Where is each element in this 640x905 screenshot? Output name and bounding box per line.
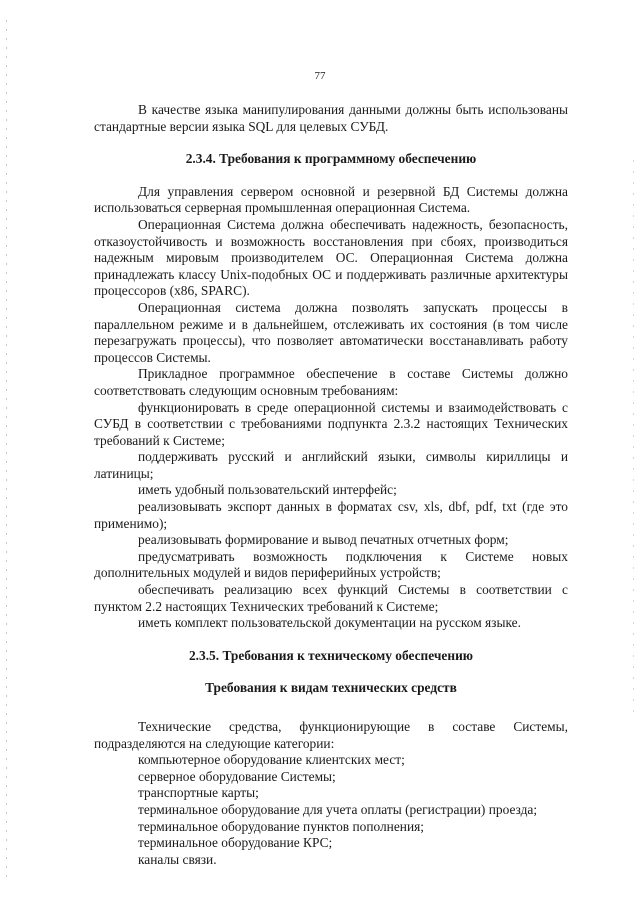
list-item: компьютерное оборудование клиентских мест; (138, 752, 405, 768)
list-item: терминальное оборудование КРС; (138, 835, 333, 851)
list-item: иметь удобный пользовательский интерфейс; (138, 482, 397, 498)
paragraph: Операционная система должна позволять запускать процессы в параллельном режиме и в дальнейшем, отслеживать их состояния (в том числе перезагружать процессы), что позволяет автоматически восстанавливать работу процессов Системы. (94, 299, 568, 365)
list-item: каналы связи. (138, 851, 217, 867)
paragraph: Для управления сервером основной и резервной БД Системы должна использоваться серверная промышленная операционная Система. (94, 183, 568, 216)
scan-margin-marks (6, 20, 7, 880)
list-item: иметь комплект пользовательской документации на русском языке. (138, 615, 521, 631)
list-item: серверное оборудование Системы; (138, 768, 336, 784)
scan-margin-marks-right (633, 160, 634, 720)
list-item: предусматривать возможность подключения к Системе новых дополнительных модулей и видов периферийных устройств; (94, 548, 568, 581)
paragraph: Прикладное программное обеспечение в составе Системы должно соответствовать следующим основным требованиям: (94, 366, 568, 398)
page-number: 77 (314, 70, 326, 82)
list-item: терминальное оборудование для учета оплаты (регистрации) проезда; (138, 801, 538, 817)
section-heading-235: 2.3.5. Требования к техническому обеспечению (188, 647, 474, 663)
list-item: реализовывать экспорт данных в форматах csv, xls, dbf, pdf, txt (где это применимо); (94, 499, 568, 531)
document-body (94, 102, 568, 868)
list-item: поддерживать русский и английский языки, символы кириллицы и латиницы; (94, 449, 568, 481)
section-heading-234: 2.3.4. Требования к программному обеспечению (185, 151, 477, 167)
list-item: обеспечивать реализацию всех функций Системы в соответствии с пунктом 2.2 настоящих Технических требований к Системе; (94, 582, 568, 614)
paragraph: Операционная Система должна обеспечивать надежность, безопасность, отказоустойчивость и возможность восстановления при сбоях, производиться надежным мировым производителем ОС. Операционная Система должна принадлежать классу Unix-подобных ОС и поддерживать различные архитектуры процессоров (x86, SPARC). (94, 216, 568, 299)
list-item: терминальное оборудование пунктов пополнения; (138, 818, 425, 834)
intro-paragraph: В качестве языка манипулирования данными должны быть использованы стандартные версии языка SQL для целевых СУБД. (94, 102, 568, 134)
paragraph: Технические средства, функционирующие в составе Системы, подразделяются на следующие категории: (94, 719, 568, 751)
list-item: транспортные карты; (138, 785, 259, 801)
list-item: реализовывать формирование и вывод печатных отчетных форм; (138, 532, 509, 548)
subsection-heading: Требования к видам технических средств (205, 680, 457, 696)
list-item: функционировать в среде операционной системы и взаимодействовать с СУБД в соответствии с требованиями подпункта 2.3.2 настоящих Технических требований к Системе; (94, 399, 568, 448)
